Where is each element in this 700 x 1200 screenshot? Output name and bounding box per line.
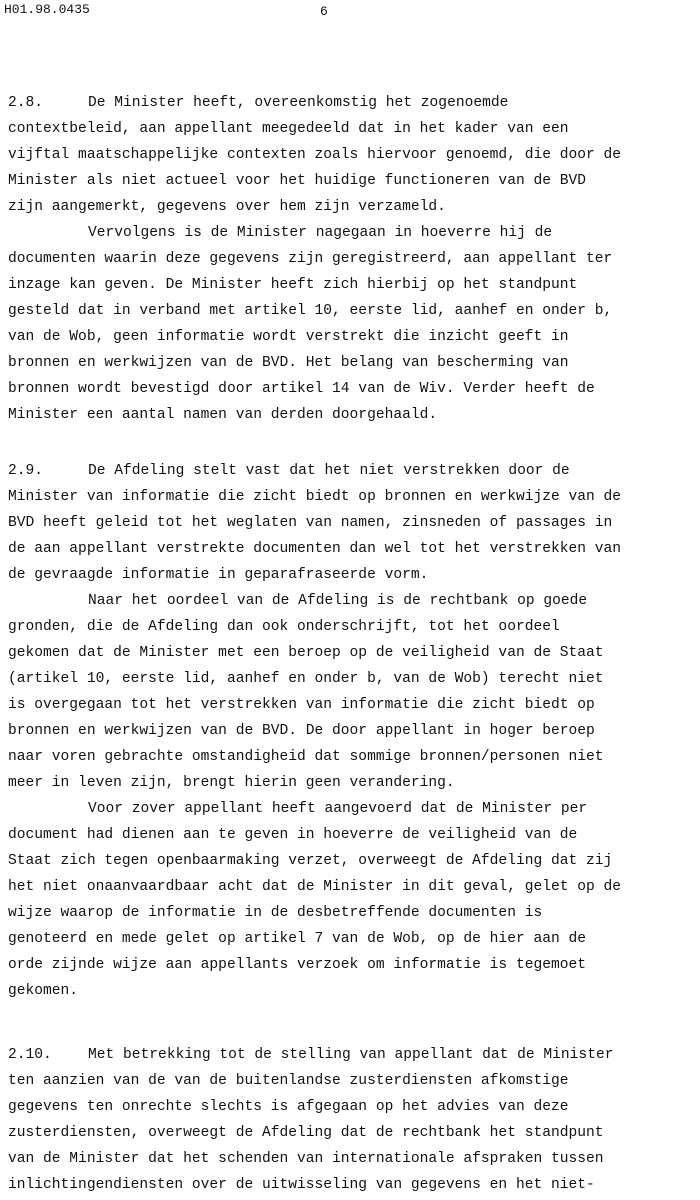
text-line: document had dienen aan te geven in hoeverre de veiligheid van de <box>8 827 578 843</box>
text-line: gronden, die de Afdeling dan ook onderschrijft, tot het oordeel <box>8 619 560 635</box>
text-line: het niet onaanvaardbaar acht dat de Minister in dit geval, gelet op de <box>8 879 622 895</box>
paragraph-number: 2.10. <box>8 1047 52 1063</box>
text-line: contextbeleid, aan appellant meegedeeld dat in het kader van een <box>8 121 569 137</box>
text-line: bronnen en werkwijzen van de BVD. De door appellant in hoger beroep <box>8 723 595 739</box>
text-line: bronnen en werkwijzen van de BVD. Het belang van bescherming van <box>8 355 569 371</box>
text-line: inlichtingendiensten over de uitwisseling van gegevens en het niet- <box>8 1177 595 1193</box>
text-line: Minister als niet actueel voor het huidige functioneren van de BVD <box>8 173 587 189</box>
paragraph-2-9-continued <box>8 588 698 796</box>
document-reference: H01.98.0435 <box>4 2 90 17</box>
text-line: Minister van informatie die zicht biedt op bronnen en werkwijze van de <box>8 489 622 505</box>
text-line: orde zijnde wijze aan appellants verzoek om informatie is tegemoet <box>8 957 587 973</box>
text-line: zusterdiensten, overweegt de Afdeling dat de rechtbank het standpunt <box>8 1125 604 1141</box>
text-line: Staat zich tegen openbaarmaking verzet, overweegt de Afdeling dat zij <box>8 853 613 869</box>
text-line: zijn aangemerkt, gegevens over hem zijn verzameld. <box>8 199 446 215</box>
paragraph-2-9 <box>8 458 698 588</box>
text-line: de aan appellant verstrekte documenten dan wel tot het verstrekken van <box>8 541 622 557</box>
text-line: de gevraagde informatie in geparafraseerde vorm. <box>8 567 429 583</box>
text-line: meer in leven zijn, brengt hierin geen verandering. <box>8 775 455 791</box>
paragraph-2-10 <box>8 1042 698 1198</box>
text-line: documenten waarin deze gegevens zijn geregistreerd, aan appellant ter <box>8 251 613 267</box>
text-line: bronnen wordt bevestigd door artikel 14 van de Wiv. Verder heeft de <box>8 381 595 397</box>
text-line: 2.9. De Afdeling stelt vast dat het niet verstrekken door de <box>8 458 698 484</box>
text-line: Voor zover appellant heeft aangevoerd dat de Minister per <box>88 801 588 817</box>
text-line: ten aanzien van de van de buitenlandse zusterdiensten afkomstige <box>8 1073 569 1089</box>
text-line: BVD heeft geleid tot het weglaten van namen, zinsneden of passages in <box>8 515 613 531</box>
text-line: gekomen dat de Minister met een beroep op de veiligheid van de Staat <box>8 645 604 661</box>
page-header <box>4 2 694 22</box>
text-line: gegevens ten onrechte slechts is afgegaan op het advies van deze <box>8 1099 569 1115</box>
text-line: van de Wob, geen informatie wordt verstrekt die inzicht geeft in <box>8 329 569 345</box>
page-number: 6 <box>320 4 328 19</box>
paragraph-number: 2.8. <box>8 95 44 111</box>
text-line: is overgegaan tot het verstrekken van informatie die zicht biedt op <box>8 697 595 713</box>
text-line: Vervolgens is de Minister nagegaan in hoeverre hij de <box>88 225 553 241</box>
text-line: inzage kan geven. De Minister heeft zich hierbij op het standpunt <box>8 277 578 293</box>
paragraph-number: 2.9. <box>8 463 44 479</box>
text-line: Minister een aantal namen van derden doorgehaald. <box>8 407 438 423</box>
paragraph-2-8 <box>8 90 698 220</box>
text-line: naar voren gebrachte omstandigheid dat sommige bronnen/personen niet <box>8 749 604 765</box>
paragraph-2-8-continued <box>8 220 698 428</box>
text-line: Naar het oordeel van de Afdeling is de rechtbank op goede <box>88 593 588 609</box>
text-line: (artikel 10, eerste lid, aanhef en onder b, van de Wob) terecht niet <box>8 671 604 687</box>
text-line: genoteerd en mede gelet op artikel 7 van de Wob, op de hier aan de <box>8 931 587 947</box>
text-line: wijze waarop de informatie in de desbetreffende documenten is <box>8 905 543 921</box>
text-line: gesteld dat in verband met artikel 10, eerste lid, aanhef en onder b, <box>8 303 613 319</box>
text-line: gekomen. <box>8 983 79 999</box>
text-line: vijftal maatschappelijke contexten zoals hiervoor genoemd, die door de <box>8 147 622 163</box>
text-line: 2.8. De Minister heeft, overeenkomstig het zogenoemde <box>8 90 698 116</box>
paragraph-2-9-further <box>8 796 698 1004</box>
text-line: 2.10. Met betrekking tot de stelling van appellant dat de Minister <box>8 1042 698 1068</box>
text-line: van de Minister dat het schenden van internationale afspraken tussen <box>8 1151 604 1167</box>
